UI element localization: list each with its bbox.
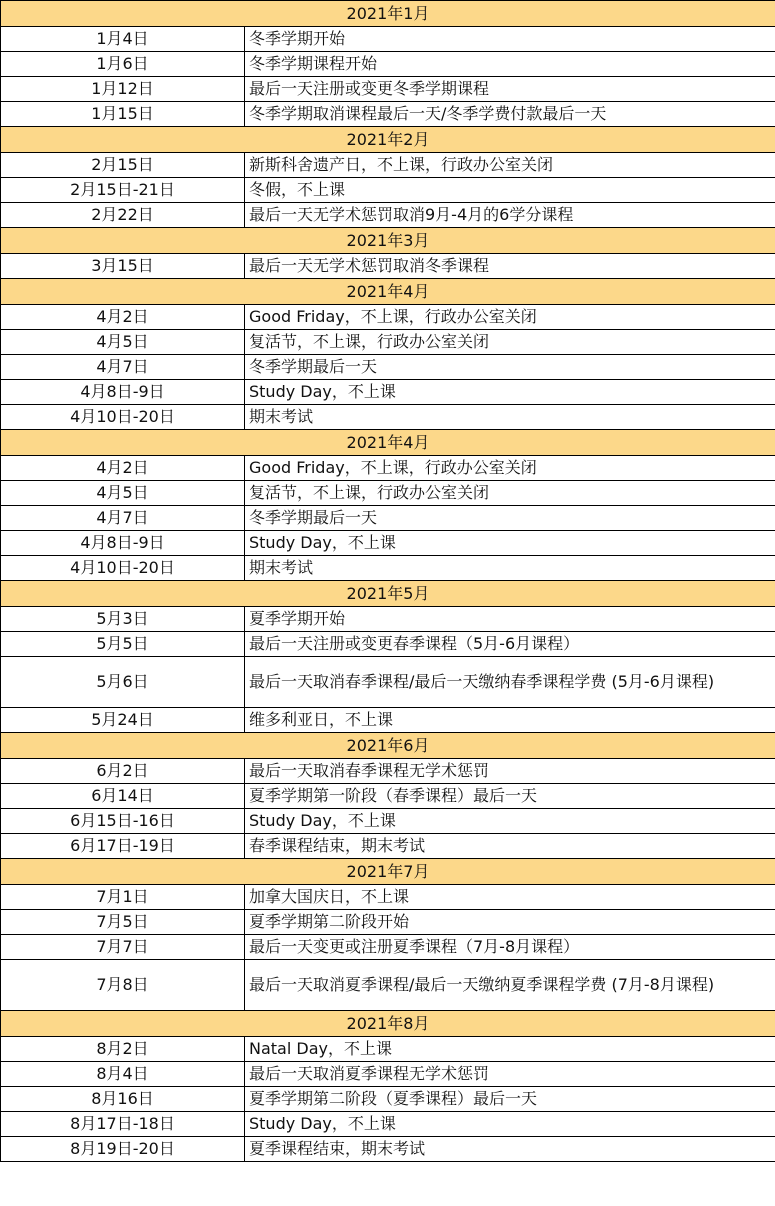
event-date: 4月8日-9日 [1, 531, 245, 556]
event-date: 2月15日-21日 [1, 178, 245, 203]
table-row [1, 632, 775, 657]
table-row [1, 607, 775, 632]
month-header: 2021年2月 [1, 127, 775, 153]
table-row [1, 556, 775, 581]
table-row [1, 77, 775, 102]
table-row [1, 153, 775, 178]
event-date: 1月15日 [1, 102, 245, 127]
event-date: 4月2日 [1, 456, 245, 481]
table-row [1, 784, 775, 809]
event-description: Study Day，不上课 [245, 809, 775, 834]
table-row [1, 506, 775, 531]
event-date: 2月22日 [1, 203, 245, 228]
table-row [1, 481, 775, 506]
table-row [1, 809, 775, 834]
event-date: 3月15日 [1, 254, 245, 279]
event-date: 6月2日 [1, 759, 245, 784]
event-description: 冬假，不上课 [245, 178, 775, 203]
table-row [1, 759, 775, 784]
table-row [1, 935, 775, 960]
event-date: 7月5日 [1, 910, 245, 935]
table-row [1, 330, 775, 355]
event-description: Natal Day，不上课 [245, 1037, 775, 1062]
event-date: 8月17日-18日 [1, 1112, 245, 1137]
calendar-body [1, 1, 775, 1162]
event-description: 加拿大国庆日，不上课 [245, 885, 775, 910]
table-row [1, 203, 775, 228]
event-date: 6月17日-19日 [1, 834, 245, 859]
table-row [1, 380, 775, 405]
event-description: 复活节，不上课，行政办公室关闭 [245, 330, 775, 355]
event-date: 4月7日 [1, 355, 245, 380]
event-description: 夏季学期第二阶段开始 [245, 910, 775, 935]
event-description: 复活节，不上课，行政办公室关闭 [245, 481, 775, 506]
table-row [1, 708, 775, 733]
month-header-row [1, 279, 775, 305]
table-row [1, 834, 775, 859]
event-date: 4月2日 [1, 305, 245, 330]
event-description: Study Day，不上课 [245, 531, 775, 556]
month-header: 2021年4月 [1, 430, 775, 456]
month-header: 2021年6月 [1, 733, 775, 759]
month-header-row [1, 430, 775, 456]
event-description: 最后一天取消春季课程无学术惩罚 [245, 759, 775, 784]
event-date: 7月8日 [1, 960, 245, 1011]
event-date: 5月3日 [1, 607, 245, 632]
event-date: 5月6日 [1, 657, 245, 708]
month-header-row [1, 859, 775, 885]
table-row [1, 885, 775, 910]
event-description: 期末考试 [245, 405, 775, 430]
event-description: 春季课程结束，期末考试 [245, 834, 775, 859]
table-row [1, 102, 775, 127]
event-description: 最后一天变更或注册夏季课程（7月-8月课程） [245, 935, 775, 960]
event-description: 维多利亚日，不上课 [245, 708, 775, 733]
event-description: 最后一天取消夏季课程无学术惩罚 [245, 1062, 775, 1087]
month-header: 2021年7月 [1, 859, 775, 885]
table-row [1, 405, 775, 430]
month-header-row [1, 733, 775, 759]
event-date: 8月19日-20日 [1, 1137, 245, 1162]
event-date: 4月10日-20日 [1, 556, 245, 581]
month-header-row [1, 228, 775, 254]
event-date: 7月7日 [1, 935, 245, 960]
event-date: 4月5日 [1, 330, 245, 355]
event-date: 8月2日 [1, 1037, 245, 1062]
table-row [1, 531, 775, 556]
event-description: Good Friday，不上课，行政办公室关闭 [245, 305, 775, 330]
event-description: 冬季学期取消课程最后一天/冬季学费付款最后一天 [245, 102, 775, 127]
event-description: Study Day，不上课 [245, 1112, 775, 1137]
event-date: 4月7日 [1, 506, 245, 531]
month-header: 2021年5月 [1, 581, 775, 607]
table-row [1, 52, 775, 77]
table-row [1, 305, 775, 330]
event-date: 8月16日 [1, 1087, 245, 1112]
table-row [1, 355, 775, 380]
table-row [1, 456, 775, 481]
event-description: 新斯科舍遗产日，不上课，行政办公室关闭 [245, 153, 775, 178]
event-description: 冬季学期开始 [245, 27, 775, 52]
event-description: 夏季学期第一阶段（春季课程）最后一天 [245, 784, 775, 809]
month-header: 2021年8月 [1, 1011, 775, 1037]
month-header-row [1, 1, 775, 27]
event-description: Good Friday，不上课，行政办公室关闭 [245, 456, 775, 481]
event-date: 1月6日 [1, 52, 245, 77]
event-description: 冬季学期最后一天 [245, 506, 775, 531]
event-date: 4月10日-20日 [1, 405, 245, 430]
event-date: 5月24日 [1, 708, 245, 733]
event-date: 8月4日 [1, 1062, 245, 1087]
event-date: 4月8日-9日 [1, 380, 245, 405]
event-description: 冬季学期课程开始 [245, 52, 775, 77]
event-description: 最后一天取消春季课程/最后一天缴纳春季课程学费 (5月-6月课程) [245, 657, 775, 708]
event-date: 5月5日 [1, 632, 245, 657]
table-row [1, 1062, 775, 1087]
month-header-row [1, 1011, 775, 1037]
event-description: 最后一天注册或变更冬季学期课程 [245, 77, 775, 102]
event-description: 最后一天无学术惩罚取消9月-4月的6学分课程 [245, 203, 775, 228]
month-header-row [1, 581, 775, 607]
table-row [1, 960, 775, 1011]
event-date: 2月15日 [1, 153, 245, 178]
event-description: Study Day，不上课 [245, 380, 775, 405]
table-row [1, 27, 775, 52]
event-description: 夏季课程结束，期末考试 [245, 1137, 775, 1162]
month-header: 2021年4月 [1, 279, 775, 305]
event-description: 期末考试 [245, 556, 775, 581]
event-description: 夏季学期开始 [245, 607, 775, 632]
month-header-row [1, 127, 775, 153]
event-date: 6月15日-16日 [1, 809, 245, 834]
table-row [1, 1137, 775, 1162]
table-row [1, 1037, 775, 1062]
table-row [1, 657, 775, 708]
event-description: 冬季学期最后一天 [245, 355, 775, 380]
month-header: 2021年3月 [1, 228, 775, 254]
event-date: 1月12日 [1, 77, 245, 102]
table-row [1, 254, 775, 279]
event-date: 4月5日 [1, 481, 245, 506]
event-date: 6月14日 [1, 784, 245, 809]
table-row [1, 1087, 775, 1112]
month-header: 2021年1月 [1, 1, 775, 27]
event-description: 夏季学期第二阶段（夏季课程）最后一天 [245, 1087, 775, 1112]
table-row [1, 1112, 775, 1137]
event-date: 1月4日 [1, 27, 245, 52]
event-description: 最后一天取消夏季课程/最后一天缴纳夏季课程学费 (7月-8月课程) [245, 960, 775, 1011]
event-description: 最后一天无学术惩罚取消冬季课程 [245, 254, 775, 279]
event-date: 7月1日 [1, 885, 245, 910]
event-description: 最后一天注册或变更春季课程（5月-6月课程） [245, 632, 775, 657]
table-row [1, 910, 775, 935]
table-row [1, 178, 775, 203]
